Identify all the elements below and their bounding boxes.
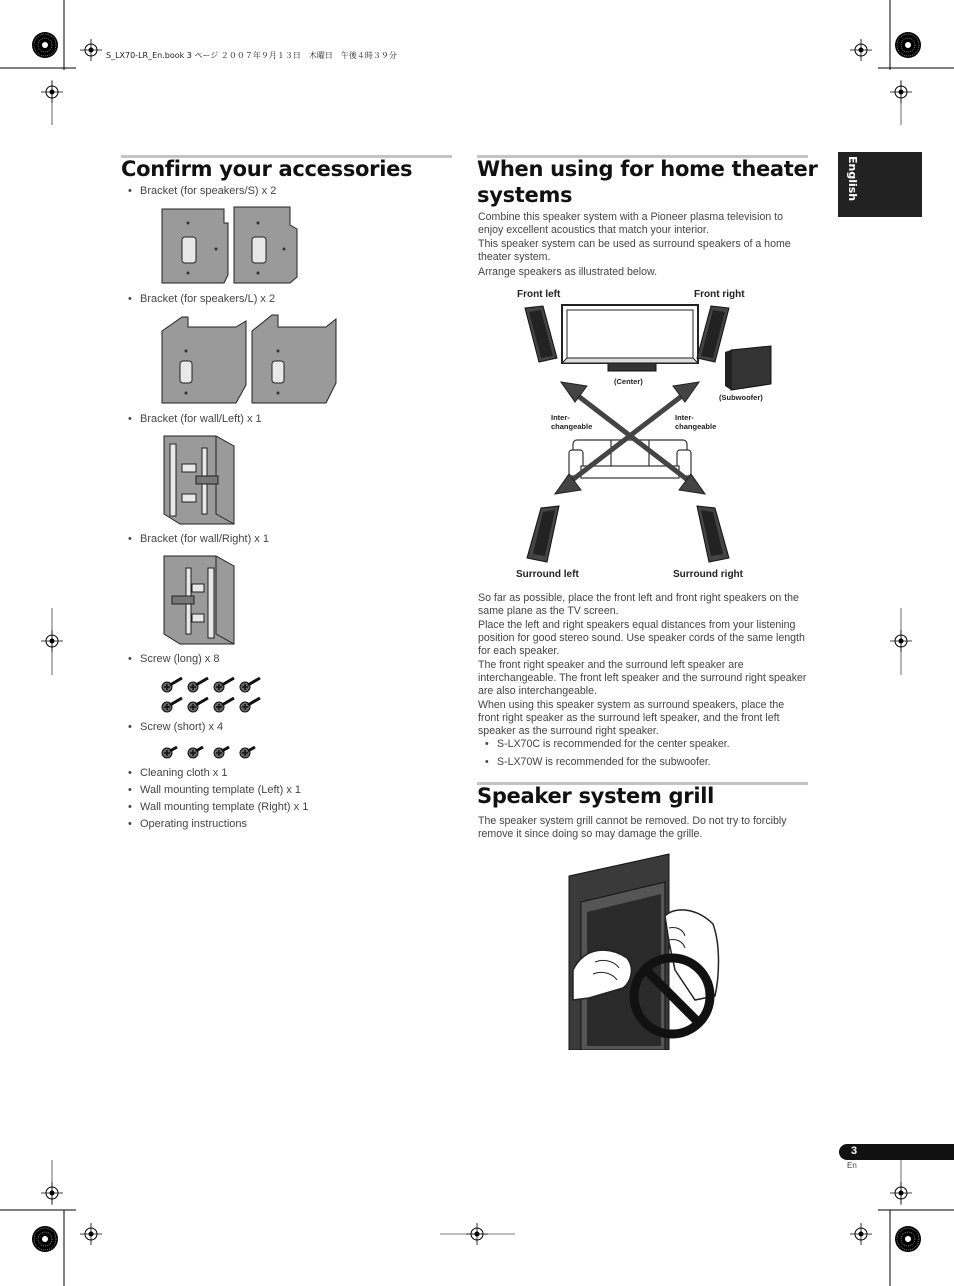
label-surround-right: Surround right bbox=[673, 569, 743, 580]
home-theater-body bbox=[478, 592, 808, 738]
label-surround-left: Surround left bbox=[516, 569, 579, 580]
subwoofer bbox=[725, 346, 771, 390]
accessory-item: • Cleaning cloth x 1 bbox=[128, 767, 227, 779]
bracket-speaker-s-illustration bbox=[160, 205, 300, 287]
accessory-item: • Operating instructions bbox=[128, 818, 247, 830]
screw-short-illustration bbox=[160, 740, 262, 762]
note-item: • S-LX70W is recommended for the subwoofer. bbox=[485, 756, 711, 768]
page-number: 3 bbox=[851, 1145, 858, 1157]
page-number-badge bbox=[839, 1144, 954, 1160]
accessory-item: • Bracket (for speakers/S) x 2 bbox=[128, 185, 276, 197]
language-tab-label: English bbox=[846, 156, 859, 202]
label-interchangeable-right: Inter- changeable bbox=[675, 413, 717, 431]
accessories-title: Confirm your accessories bbox=[121, 157, 413, 181]
accessory-item: • Bracket (for wall/Left) x 1 bbox=[128, 413, 262, 425]
surround-left-speaker bbox=[527, 506, 559, 562]
home-theater-title-line1: When using for home theater bbox=[477, 157, 818, 181]
accessory-item: • Bracket (for wall/Right) x 1 bbox=[128, 533, 269, 545]
grill-text: The speaker system grill cannot be removed. Do not try to forcibly remove it since doing so may damage the grille. bbox=[478, 815, 787, 840]
accessory-item: • Wall mounting template (Left) x 1 bbox=[128, 784, 301, 796]
television bbox=[562, 305, 698, 363]
bracket-wall-left-illustration bbox=[160, 434, 238, 526]
front-left-speaker bbox=[525, 306, 557, 362]
label-front-right: Front right bbox=[694, 289, 745, 300]
paragraph: This speaker system can be used as surround speakers of a home theater system. bbox=[478, 238, 791, 263]
paragraph: Combine this speaker system with a Pioneer plasma television to enjoy excellent acoustics that match your interior. bbox=[478, 211, 784, 236]
paragraph: Place the left and right speakers equal distances from your listening position for good stereo sound. Use speaker cords of the same length for each speaker. bbox=[478, 619, 805, 657]
bracket-speaker-l-illustration bbox=[160, 313, 338, 407]
grill-warning-illustration bbox=[565, 850, 725, 1050]
accessory-item: • Screw (long) x 8 bbox=[128, 653, 219, 665]
grill-title: Speaker system grill bbox=[477, 784, 715, 808]
running-header: S_LX70-LR_En.book 3 ページ ２００７年９月１３日 木曜日 午後４時３９分 bbox=[106, 51, 397, 60]
paragraph: So far as possible, place the front left and front right speakers on the same plane as the TV screen. bbox=[478, 592, 799, 617]
front-right-speaker bbox=[697, 306, 729, 362]
accessory-item: • Bracket (for speakers/L) x 2 bbox=[128, 293, 275, 305]
screw-long-illustration bbox=[160, 674, 262, 714]
surround-right-speaker bbox=[697, 506, 729, 562]
label-interchangeable-left: Inter- changeable bbox=[551, 413, 593, 431]
home-theater-title-line2: systems bbox=[477, 183, 573, 207]
sofa bbox=[569, 440, 691, 478]
speaker-arrangement-diagram bbox=[515, 300, 785, 570]
label-subwoofer: (Subwoofer) bbox=[719, 393, 763, 402]
home-theater-intro bbox=[478, 211, 808, 279]
page-language: En bbox=[847, 1161, 857, 1170]
bracket-wall-right-illustration bbox=[160, 554, 238, 646]
label-front-left: Front left bbox=[517, 289, 561, 300]
accessory-item: • Wall mounting template (Right) x 1 bbox=[128, 801, 308, 813]
paragraph: The front right speaker and the surround left speaker are interchangeable. The front left speaker and the surround right speaker are also interchangeable. bbox=[478, 659, 807, 697]
label-center: (Center) bbox=[614, 377, 643, 386]
paragraph: Arrange speakers as illustrated below. bbox=[478, 266, 658, 278]
paragraph: When using this speaker system as surround speakers, place the front right speaker as the surround left speaker, and the front left speaker as the surround right speaker. bbox=[478, 699, 785, 737]
note-item: • S-LX70C is recommended for the center speaker. bbox=[485, 738, 730, 750]
language-tab bbox=[838, 152, 922, 217]
accessory-item: • Screw (short) x 4 bbox=[128, 721, 223, 733]
center-speaker bbox=[608, 363, 656, 371]
